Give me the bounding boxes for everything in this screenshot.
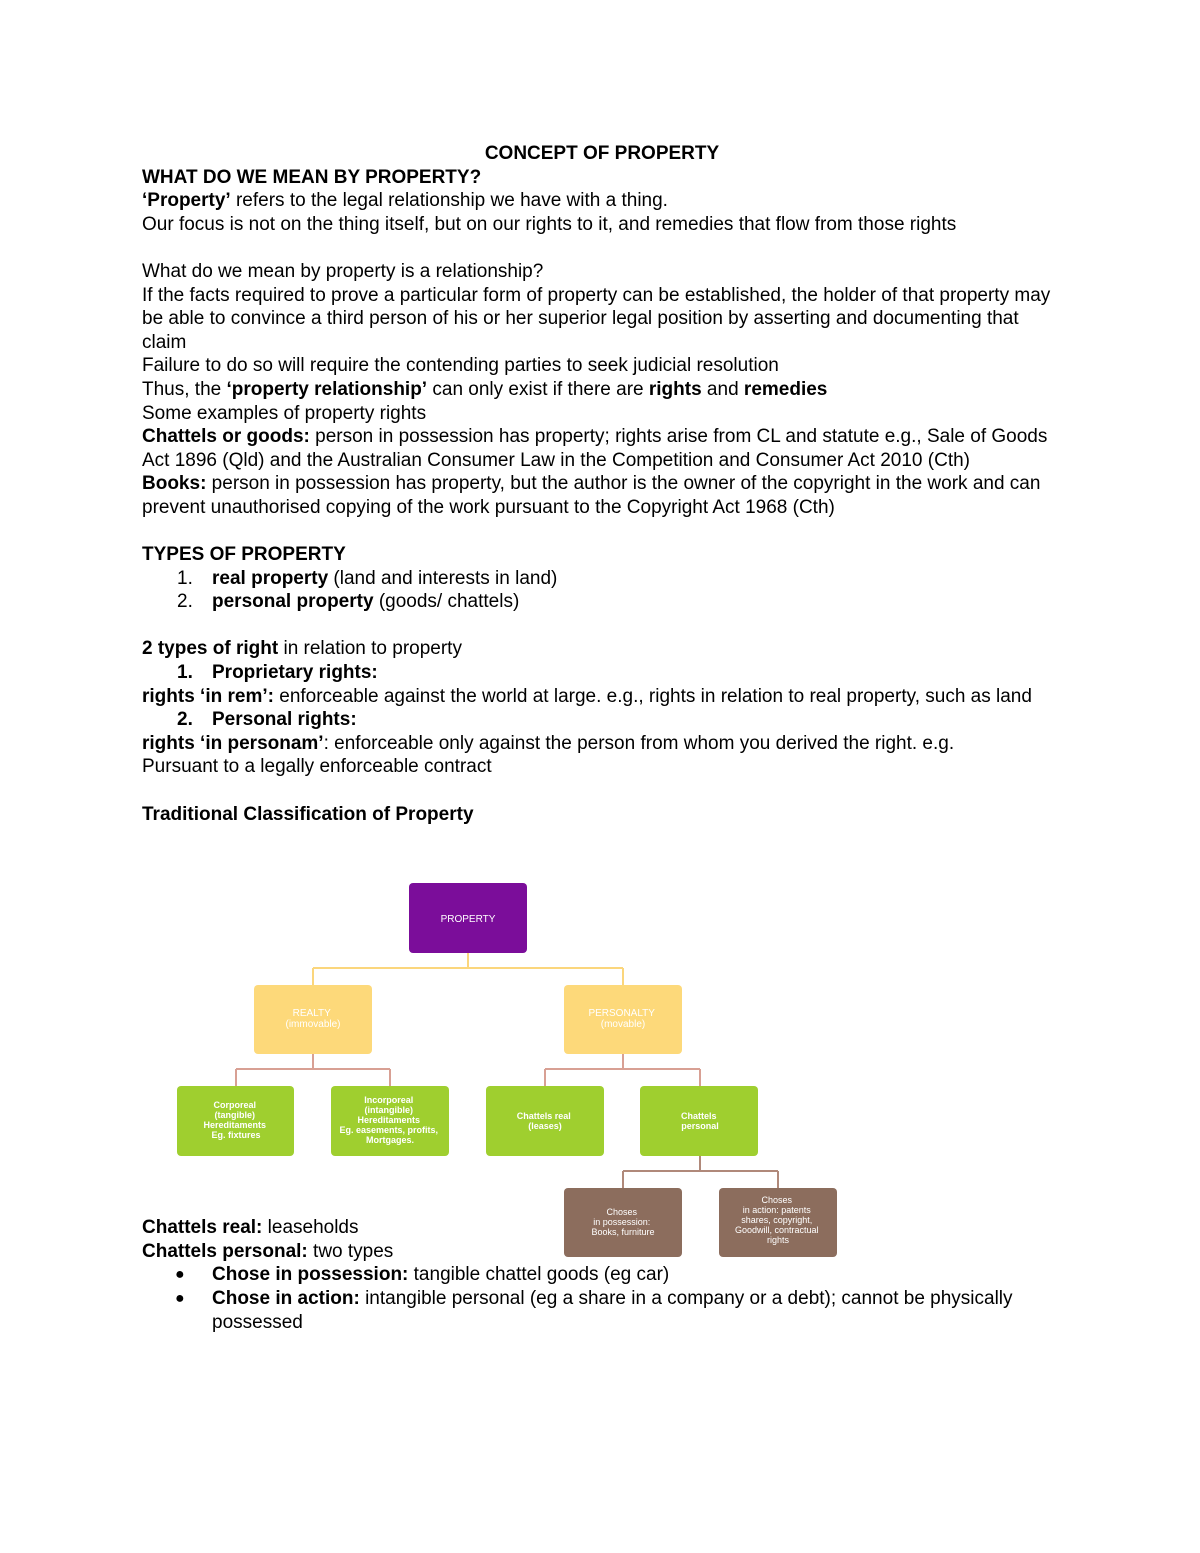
paragraph-contract: Pursuant to a legally enforceable contract: [142, 756, 492, 778]
bullet-icon: ●: [175, 1266, 185, 1284]
paragraph-failure: Failure to do so will require the contending parties to seek judicial resolution: [142, 355, 779, 377]
connectors-level3: [623, 1156, 778, 1188]
list-item: ● Chose in action: intangible personal (eg a share in a company or a debt); cannot be physically possessed: [175, 1288, 1013, 1333]
list-item-proprietary: 1. Proprietary rights:: [177, 662, 378, 684]
list-item: 1. real property (land and interests in land): [177, 567, 558, 589]
heading-types-of-property: TYPES OF PROPERTY: [142, 544, 346, 566]
paragraph-in-personam: rights ‘in personam’: enforceable only against the person from whom you derived the right. e.g.: [142, 732, 955, 754]
list-item: 2. personal property (goods/ chattels): [177, 591, 520, 613]
paragraph-chattels-real: Chattels real: leaseholds: [142, 1217, 359, 1239]
node-property-label: PROPERTY: [440, 914, 496, 925]
list-item: ● Chose in possession: tangible chattel goods (eg car): [175, 1264, 670, 1286]
paragraph-chattels-goods: Chattels or goods: person in possession has property; rights arise from CL and statute e.g., Sale of Goods Act 1896 (Qld) and the Australian Consumer Law in the Competition and Consumer Act 2010 (Cth): [142, 426, 1048, 471]
node-corporeal-label: Corporeal (tangible) Hereditaments Eg. fixtures: [203, 1100, 267, 1140]
paragraph-facts: If the facts required to prove a particular form of property can be established, the holder of that property may be able to convince a third person of his or her superior legal position by asserting and documenting that claim: [142, 284, 1051, 353]
paragraph-thus: Thus, the ‘property relationship’ can only exist if there are rights and remedies: [142, 378, 828, 400]
bullet-icon: ●: [175, 1290, 185, 1307]
node-chattels-personal-label: Chattels personal: [680, 1111, 719, 1131]
paragraph-relationship-question: What do we mean by property is a relationship?: [142, 260, 544, 282]
heading-what-is-property: WHAT DO WE MEAN BY PROPERTY?: [142, 166, 482, 188]
heading-traditional-classification: Traditional Classification of Property: [142, 803, 474, 825]
paragraph-examples: Some examples of property rights: [142, 402, 427, 424]
node-chose-possession-label: Choses in possession: Books, furniture: [591, 1207, 655, 1237]
paragraph-in-rem: rights ‘in rem’: enforceable against the world at large. e.g., rights in relation to real property, such as land: [142, 685, 1032, 707]
list-item-personal: 2. Personal rights:: [177, 709, 357, 731]
paragraph-books: Books: person in possession has property, but the author is the owner of the copyright in the work and can prevent unauthorised copying of the work pursuant to the Copyright Act 1968 (Cth): [142, 473, 1041, 518]
node-incorporeal-label: Incorporeal (intangible) Hereditaments Eg. easements, profits, Mortgages.: [339, 1095, 439, 1145]
node-realty-label: REALTY (immovable): [285, 1008, 341, 1030]
node-chattels-real-label: Chattels real (leases): [516, 1111, 571, 1131]
document-title: CONCEPT OF PROPERTY: [484, 143, 720, 164]
paragraph-types-of-right: 2 types of right in relation to property: [142, 638, 462, 660]
paragraph-definition: ‘Property’ refers to the legal relationship we have with a thing.: [142, 190, 668, 212]
connectors-level2: [236, 1054, 700, 1086]
node-personalty-label: PERSONALTY (movable): [588, 1008, 655, 1030]
connectors-level1: [313, 953, 623, 985]
paragraph-focus: Our focus is not on the thing itself, but on our rights to it, and remedies that flow from those rights: [142, 213, 957, 235]
paragraph-chattels-personal: Chattels personal: two types: [142, 1240, 394, 1262]
node-chose-action-label: Choses in action: patents shares, copyright, Goodwill, contractual rights: [734, 1195, 819, 1245]
